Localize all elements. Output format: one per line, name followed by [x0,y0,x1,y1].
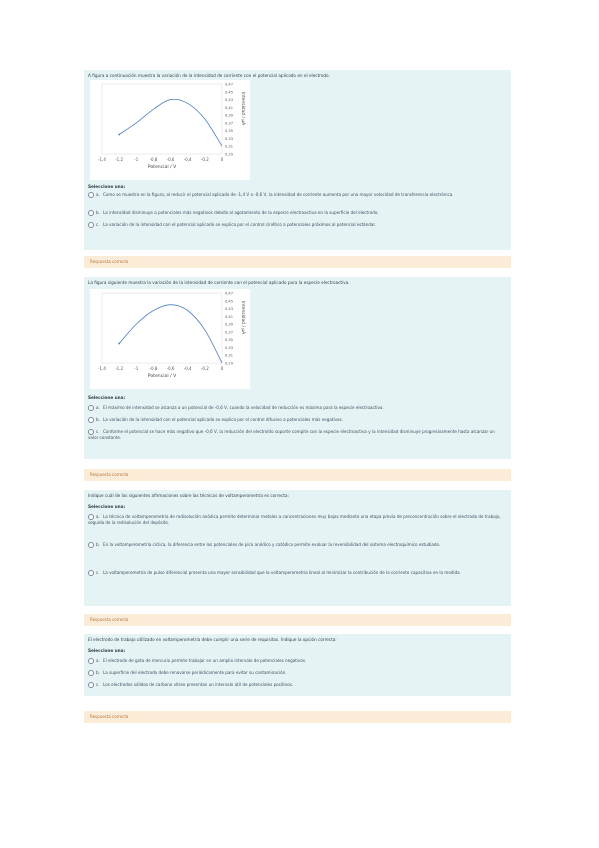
y-tick-label: 0,29 [225,361,234,366]
data-series-line [119,99,222,146]
question-4-feedback: Respuesta correcta [84,711,511,723]
y-tick-label: 0,33 [225,136,234,141]
y-tick-label: 0,43 [225,307,234,312]
question-1 [84,70,511,250]
data-point [118,134,120,136]
x-tick-label: -0,6 [166,157,175,162]
question-1-feedback: Respuesta correcta [84,256,511,268]
question-4-text: El electrodo de trabajo utilizado en voltamperometría debe cumplir una serie de requisitos. Indique la opción correcta: [88,637,337,642]
data-series-line [119,305,222,363]
x-tick-label: -1,4 [98,366,106,371]
radio-icon[interactable] [88,417,94,423]
radio-icon[interactable] [88,658,94,664]
x-tick-label: -0,8 [149,366,158,371]
x-tick-label: 0 [220,157,224,162]
radio-icon[interactable] [88,570,94,576]
radio-icon[interactable] [88,670,94,676]
question-1-graph [90,80,250,180]
x-tick-label: -0,4 [183,157,192,162]
y-axis-label: Intensidad / μA [240,92,245,126]
question-3-option-a[interactable]: a. La técnica de voltamperometría de redisolución anódica permite determinar metales a concentraciones muy bajas mediante una etapa previa de preconcentración sobre el electrodo de trabajo, seguida de la redisolución del depósito. [88,514,501,525]
y-tick-label: 0,45 [225,90,234,95]
x-axis-label: Potencial / V [147,374,177,379]
x-tick-label: 0 [220,366,224,371]
x-axis-label: Potencial / V [147,165,177,170]
radio-icon[interactable] [88,210,94,216]
question-2-select-label: Seleccione una: [88,395,126,400]
y-axis-label: Intensidad / μA [240,301,245,335]
question-1-option-b[interactable]: b. La intensidad disminuye a potenciales más negativos debido al agotamiento de la especie electroactiva en la superficie del electrodo. [88,210,506,216]
question-2-chart [90,289,250,389]
x-tick-label: -0,4 [183,366,192,371]
question-2 [84,277,511,459]
question-2-option-a[interactable]: a. El máximo de intensidad se alcanza a un potencial de -0,6 V, cuando la velocidad de reducción es máxima para la especie electroactiva. [88,405,506,411]
y-tick-label: 0,43 [225,98,234,103]
plot-frame [102,84,222,154]
x-tick-label: -1,2 [115,366,124,371]
question-1-chart [90,80,250,180]
radio-icon[interactable] [88,405,94,411]
question-2-graph [90,289,250,389]
question-4-option-c[interactable]: c. Los electrodos sólidos de carbono vítreo presentan un intervalo útil de potenciales positivos. [88,682,506,688]
x-tick-label: -1,4 [98,157,106,162]
y-tick-label: 0,31 [225,144,234,149]
y-tick-label: 0,39 [225,113,234,118]
radio-icon[interactable] [88,682,94,688]
y-tick-label: 0,39 [225,322,234,327]
x-tick-label: -1,2 [115,157,124,162]
question-4-select-label: Seleccione una: [88,648,126,653]
y-tick-label: 0,35 [225,338,234,343]
radio-icon[interactable] [88,542,94,548]
y-tick-label: 0,29 [225,152,234,157]
radio-icon[interactable] [88,192,94,198]
question-1-option-c[interactable]: c. La variación de la intensidad con el potencial aplicado se explica por el control cinético a potenciales próximos al potencial estándar. [88,222,506,228]
question-4-option-a[interactable]: a. El electrodo de gota de mercurio permite trabajar en un amplio intervalo de potenciales negativos. [88,658,506,664]
x-tick-label: -0,2 [200,157,209,162]
question-3 [84,490,511,606]
question-3-text: Indique cuál de las siguientes afirmaciones sobre las técnicas de voltamperometría es correcta: [88,493,289,498]
question-2-option-b[interactable]: b. La variación de la intensidad con el potencial aplicado se explica por el control difusivo a potenciales más negativos. [88,417,506,423]
question-2-option-c[interactable]: c. Conforme el potencial se hace más negativo que -0,6 V, la reducción del electrolito soporte compite con la especie electroactiva y la intensidad disminuye progresivamente hasta alcanzar un valor constante. [88,429,495,440]
y-tick-label: 0,37 [225,121,234,126]
y-tick-label: 0,41 [225,105,234,110]
x-tick-label: -1 [134,157,139,162]
y-tick-label: 0,31 [225,353,234,358]
y-tick-label: 0,37 [225,330,234,335]
question-3-select-label: Seleccione una: [88,504,126,509]
x-tick-label: -0,6 [166,366,175,371]
question-1-option-a[interactable]: a. Como se muestra en la figura, al reducir el potencial aplicado de -1,4 V a -0,6 V, la intensidad de corriente aumenta por una mayor velocidad de transferencia electrónica. [88,192,506,198]
y-tick-label: 0,47 [225,82,234,87]
question-3-feedback: Respuesta correcta [84,614,511,626]
y-tick-label: 0,33 [225,345,234,350]
x-tick-label: -0,2 [200,366,209,371]
x-tick-label: -1 [134,366,139,371]
question-4 [84,634,511,696]
question-1-select-label: Seleccione una: [88,184,126,189]
y-tick-label: 0,35 [225,129,234,134]
question-1-text: A figura a continuación muestra la variación de la intensidad de corriente con el potencial aplicado en el electrodo. [88,73,330,78]
question-3-option-b[interactable]: b. En la voltamperometría cíclica, la diferencia entre los potenciales de pico anódico y catódico permite evaluar la reversibilidad del sistema electroquímico estudiado. [88,542,506,548]
question-2-text: La figura siguiente muestra la variación de la intensidad de corriente con el potencial aplicado para la especie electroactiva. [88,280,350,285]
y-tick-label: 0,41 [225,314,234,319]
radio-icon[interactable] [88,222,94,228]
question-3-option-c[interactable]: c. La voltamperometría de pulso diferencial presenta una mayor sensibilidad que la voltamperometría lineal al minimizar la contribución de la corriente capacitiva en la medida. [88,570,506,576]
data-point [118,343,120,345]
y-tick-label: 0,47 [225,291,234,296]
question-4-option-b[interactable]: b. La superficie del electrodo debe renovarse periódicamente para evitar su contaminación. [88,670,506,676]
question-2-feedback: Respuesta correcta [84,469,511,481]
y-tick-label: 0,45 [225,299,234,304]
x-tick-label: -0,8 [149,157,158,162]
